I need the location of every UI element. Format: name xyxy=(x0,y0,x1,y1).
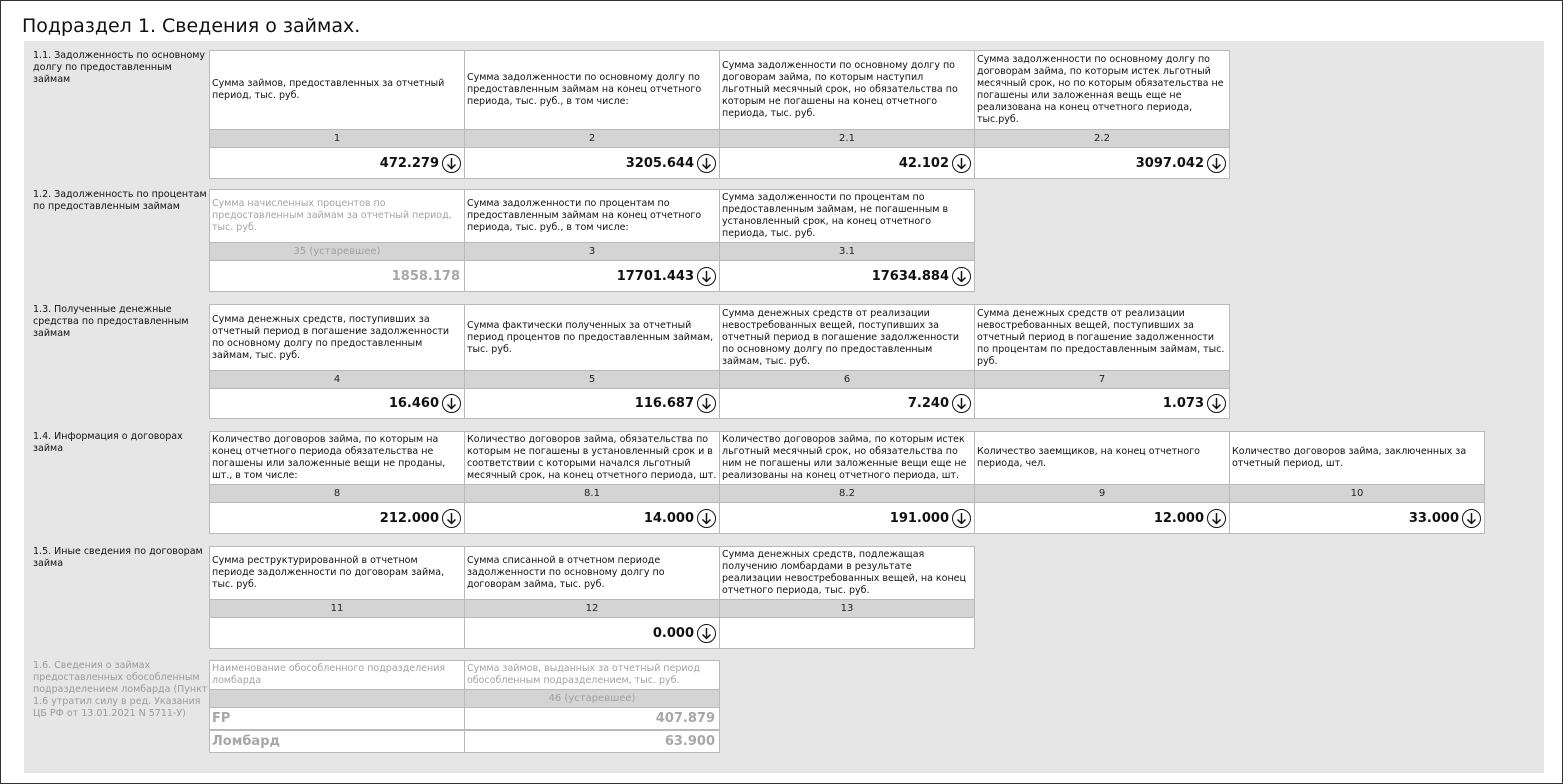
col-header-7: Сумма денежных средств от реализации невостребованных вещей, поступивших за отчетный период в погашение задолженности по процентам по предоставленным займам, тыс. руб. xyxy=(974,304,1230,371)
value-text: 33.000 xyxy=(1408,510,1459,526)
value-text: 116.687 xyxy=(634,396,694,411)
section-1-4-label: 1.4. Информация о договорах займа xyxy=(33,431,183,454)
col-code-11: 11 xyxy=(209,600,465,617)
arrow-down-circle-icon[interactable] xyxy=(442,394,461,413)
col-header-2-2: Сумма задолженности по основному долгу по договорам займа, по которым истек льготный месячный срок, но по которым обязательства не погашены или заложенная вещь еще не реализована на конец отчетного периода, тыс.руб. xyxy=(974,50,1230,130)
value-text: 191.000 xyxy=(889,510,949,526)
section-1-6-label: 1.6. Сведения о займах предоставленных обособленным подразделением ломбарда (Пункт 1.6 утратил силу в ред. Указания ЦБ РФ от 13.01.2021 N 5711-У) xyxy=(33,660,208,719)
arrow-down-circle-icon[interactable] xyxy=(952,267,971,286)
col-header-8-2: Количество договоров займа, по которым истек льготный месячный срок, но обязательства по ним не погашены или заложенные вещи еще не реализованы на конец отчетного периода, шт. xyxy=(719,431,975,485)
col-header-10: Количество договоров займа, заключенных за отчетный период, шт. xyxy=(1229,431,1485,485)
col-code-7: 7 xyxy=(974,371,1230,388)
col-code-8-1: 8.1 xyxy=(464,485,720,502)
value-text: 212.000 xyxy=(379,510,439,526)
col-code-8-2: 8.2 xyxy=(719,485,975,502)
col-header-8-1: Количество договоров займа, обязательства по которым не погашены в установленный срок и в соответствии с которыми начался льготный месячный срок, на конец отчетного периода, шт. xyxy=(464,431,720,485)
section-1-5-label: 1.5. Иные сведения по договорам займа xyxy=(33,546,203,569)
col-code-2: 2 xyxy=(464,130,720,147)
value-text: 7.240 xyxy=(907,396,949,411)
value-field-35 xyxy=(209,260,465,292)
value-text: 14.000 xyxy=(643,510,694,526)
subdivision-name-cell: FP xyxy=(209,707,465,730)
col-header-8: Количество договоров займа, по которым на конец отчетного периода обязательства не погашены или заложенные вещи не проданы, шт., в том числе: xyxy=(209,431,465,485)
col-code-8: 8 xyxy=(209,485,465,502)
value-text: 17701.443 xyxy=(616,268,694,284)
value-text: 17634.884 xyxy=(871,268,949,284)
col-code-2-1: 2.1 xyxy=(719,130,975,147)
value-text: 0.000 xyxy=(652,625,694,641)
arrow-down-circle-icon[interactable] xyxy=(1207,394,1226,413)
value-field-2-2[interactable] xyxy=(974,147,1230,179)
col-code-4: 4 xyxy=(209,371,465,388)
arrow-down-circle-icon[interactable] xyxy=(697,154,716,173)
arrow-down-circle-icon[interactable] xyxy=(697,394,716,413)
subdivision-value-cell: 63.900 xyxy=(464,730,720,753)
col-code-blank xyxy=(209,690,465,707)
arrow-down-circle-icon[interactable] xyxy=(952,509,971,528)
value-field-6[interactable] xyxy=(719,388,975,419)
col-code-5: 5 xyxy=(464,371,720,388)
value-field-2-1[interactable] xyxy=(719,147,975,179)
subdivision-value-cell: 407.879 xyxy=(464,707,720,730)
col-header-4: Сумма денежных средств, поступивших за отчетный период в погашение задолженности по основному долгу по предоставленным займам, тыс. руб. xyxy=(209,304,465,371)
value-field-11[interactable] xyxy=(209,617,465,649)
section-1-2-label: 1.2. Задолженность по процентам по предоставленным займам xyxy=(33,189,207,212)
col-code-35: 35 (устаревшее) xyxy=(209,243,465,260)
value-text: 42.102 xyxy=(898,155,949,171)
value-text: 16.460 xyxy=(388,396,439,411)
value-text: 12.000 xyxy=(1153,510,1204,526)
value-text: 3205.644 xyxy=(625,155,694,171)
page-title: Подраздел 1. Сведения о займах. xyxy=(22,15,361,37)
col-code-1: 1 xyxy=(209,130,465,147)
col-code-10: 10 xyxy=(1229,485,1485,502)
arrow-down-circle-icon[interactable] xyxy=(442,509,461,528)
col-header-2: Сумма задолженности по основному долгу по предоставленным займам на конец отчетного периода, тыс. руб., в том числе: xyxy=(464,50,720,130)
col-header-12: Сумма списанной в отчетном периоде задолженности по основному долгу по договорам займа, тыс. руб. xyxy=(464,546,720,600)
arrow-down-circle-icon[interactable] xyxy=(1462,509,1481,528)
value-field-12[interactable] xyxy=(464,617,720,649)
value-field-2[interactable] xyxy=(464,147,720,179)
arrow-down-circle-icon[interactable] xyxy=(952,394,971,413)
subdivision-name-cell: Ломбард xyxy=(209,730,465,753)
col-code-3-1: 3.1 xyxy=(719,243,975,260)
arrow-down-circle-icon[interactable] xyxy=(952,154,971,173)
value-field-3-1[interactable] xyxy=(719,260,975,292)
value-text: 3097.042 xyxy=(1135,155,1204,171)
value-field-4[interactable] xyxy=(209,388,465,419)
col-header-46: Сумма займов, выданных за отчетный период обособленным подразделением, тыс. руб. xyxy=(464,660,720,690)
value-field-3[interactable] xyxy=(464,260,720,292)
col-header-35: Сумма начисленных процентов по предоставленным займам за отчетный период, тыс. руб. xyxy=(209,189,465,243)
section-1-1-label: 1.1. Задолженность по основному долгу по предоставленным займам xyxy=(33,50,206,85)
arrow-down-circle-icon[interactable] xyxy=(697,267,716,286)
value-field-7[interactable] xyxy=(974,388,1230,419)
value-field-8-2[interactable] xyxy=(719,502,975,534)
section-1-3-label: 1.3. Полученные денежные средства по предоставленным займам xyxy=(33,304,189,339)
col-code-9: 9 xyxy=(974,485,1230,502)
col-header-1: Сумма займов, предоставленных за отчетный период, тыс. руб. xyxy=(209,50,465,130)
col-header-9: Количество заемщиков, на конец отчетного периода, чел. xyxy=(974,431,1230,485)
value-text: 472.279 xyxy=(379,155,439,171)
arrow-down-circle-icon[interactable] xyxy=(1207,154,1226,173)
value-field-13[interactable] xyxy=(719,617,975,649)
arrow-down-circle-icon[interactable] xyxy=(1207,509,1226,528)
col-code-46: 46 (устаревшее) xyxy=(464,690,720,707)
col-header-2-1: Сумма задолженности по основному долгу по договорам займа, по которым наступил льготный месячный срок, но обязательства по которым не погашены на конец отчетного периода, тыс. руб. xyxy=(719,50,975,130)
arrow-down-circle-icon[interactable] xyxy=(442,154,461,173)
value-field-8[interactable] xyxy=(209,502,465,534)
value-field-9[interactable] xyxy=(974,502,1230,534)
value-field-1[interactable] xyxy=(209,147,465,179)
col-header-6: Сумма денежных средств от реализации невостребованных вещей, поступивших за отчетный период в погашение задолженности по основному долгу по предоставленным займам, тыс. руб. xyxy=(719,304,975,371)
col-code-2-2: 2.2 xyxy=(974,130,1230,147)
col-header-11: Сумма реструктурированной в отчетном периоде задолженности по договорам займа, тыс. руб. xyxy=(209,546,465,600)
value-text: 1.073 xyxy=(1162,396,1204,411)
value-text: 1858.178 xyxy=(391,268,460,284)
col-code-13: 13 xyxy=(719,600,975,617)
arrow-down-circle-icon[interactable] xyxy=(697,624,716,643)
value-field-5[interactable] xyxy=(464,388,720,419)
value-field-10[interactable] xyxy=(1229,502,1485,534)
col-header-3: Сумма задолженности по процентам по предоставленным займам на конец отчетного периода, тыс. руб., в том числе: xyxy=(464,189,720,243)
col-header-subdivision-name: Наименование обособленного подразделения ломбарда xyxy=(209,660,465,690)
col-header-3-1: Сумма задолженности по процентам по предоставленным займам, не погашенным в установленный срок, на конец отчетного периода, тыс. руб. xyxy=(719,189,975,243)
arrow-down-circle-icon[interactable] xyxy=(697,509,716,528)
col-code-3: 3 xyxy=(464,243,720,260)
col-header-13: Сумма денежных средств, подлежащая получению ломбардами в результате реализации невостребованных вещей, на конец отчетного периода, тыс. руб. xyxy=(719,546,975,600)
col-code-6: 6 xyxy=(719,371,975,388)
col-header-5: Сумма фактически полученных за отчетный период процентов по предоставленным займам, тыс. руб. xyxy=(464,304,720,371)
col-code-12: 12 xyxy=(464,600,720,617)
value-field-8-1[interactable] xyxy=(464,502,720,534)
